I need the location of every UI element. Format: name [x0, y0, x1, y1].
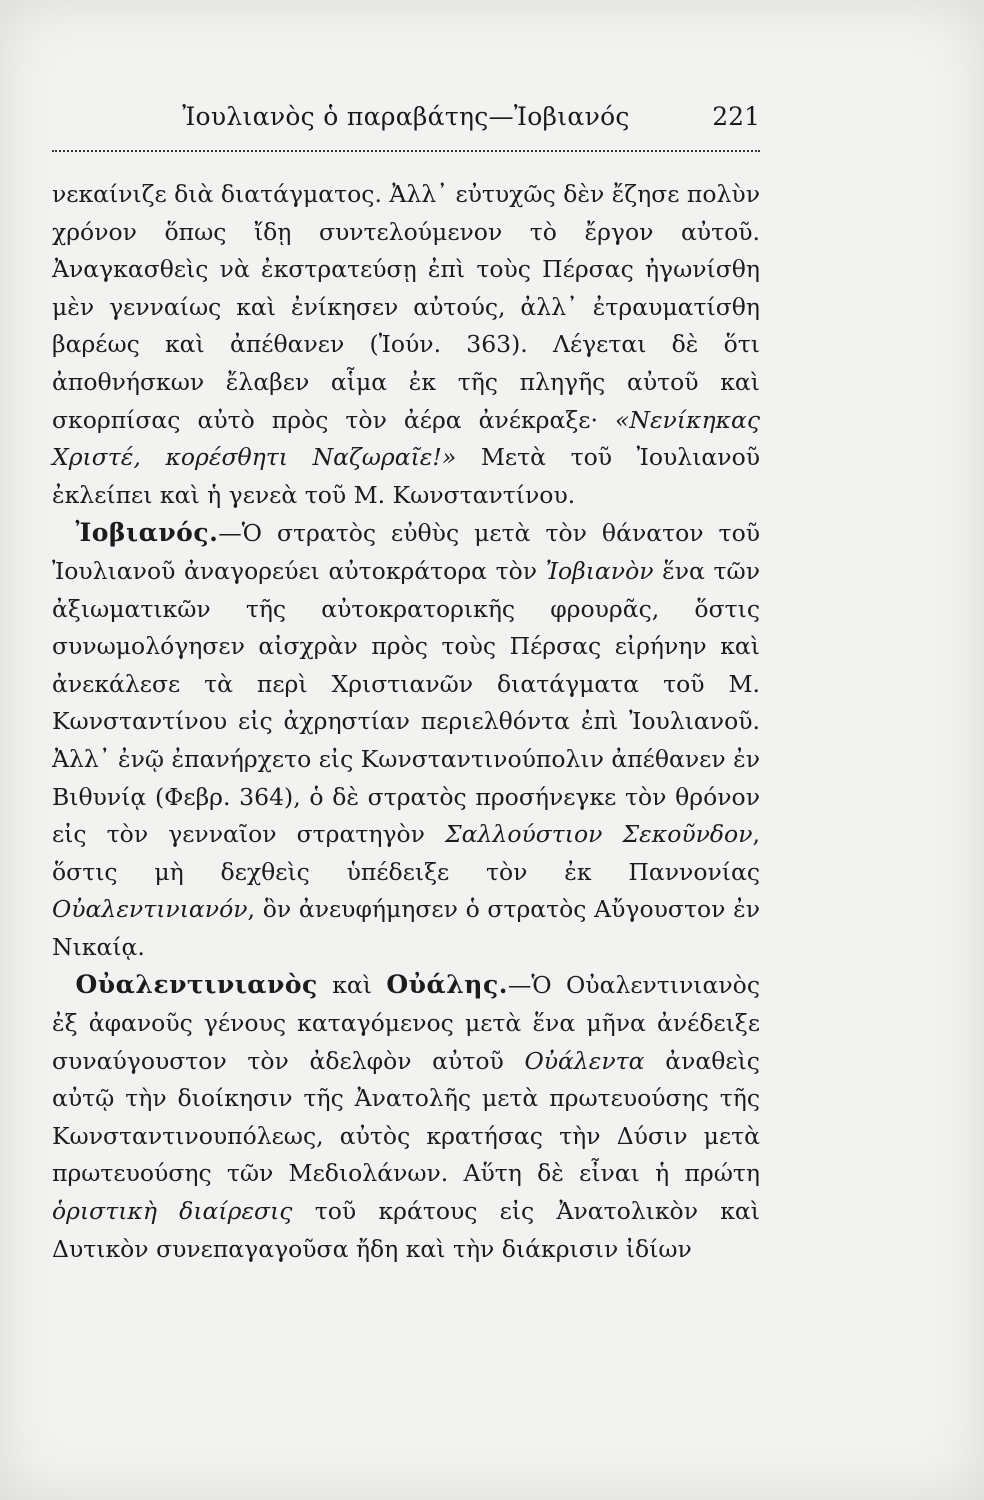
text-run: καὶ: [332, 971, 372, 1000]
paragraph-julian-death: [52, 176, 760, 514]
text-run: Μετὰ τοῦ Ἰουλιανοῦ ἐκλείπει καὶ ἡ γενεὰ τοῦ Μ. Κωνσταντίνου.: [52, 443, 760, 509]
text-run: , ὅστις μὴ δεχθεὶς ὑπέδειξε τὸν ἐκ Παννονίας: [52, 820, 760, 886]
text-run: ἀναθεὶς αὐτῷ τὴν διοίκησιν τῆς Ἀνατολῆς μετὰ πρωτευούσης τῆς Κωνσταντινουπόλεως, αὐτὸς κρατήσας τὴν Δύσιν μετὰ πρωτευούσης τῶν Μεδιολάνων. Αὕτη δὲ εἶναι ἡ πρώτη: [52, 1046, 760, 1188]
text-run: —Ὁ Οὐαλεντινιανὸς ἐξ ἀφανοῦς γένους καταγόμενος μετὰ ἕνα μῆνα ἀνέδειξε συναύγουστον τὸν ἀδελφὸν αὐτοῦ: [52, 971, 760, 1075]
entry-heading-valentinian: Οὐαλεντινιανὸς: [75, 970, 318, 1000]
header-rule: [52, 150, 760, 152]
running-title: Ἰουλιανὸς ὁ παραβάτης—Ἰοβιανός: [182, 102, 630, 131]
text-run: νεκαίνιζε διὰ διατάγματος. Ἀλλ᾿ εὐτυχῶς δὲν ἔζησε πολὺν χρόνον ὅπως ἴδῃ συντελούμενον τὸ ἔργον αὐτοῦ. Ἀναγκασθεὶς νὰ ἐκστρατεύσῃ ἐπὶ τοὺς Πέρσας ἠγωνίσθη μὲν γενναίως καὶ ἐνίκησεν αὐτούς, ἀλλ᾿ ἐτραυματίσθη βαρέως καὶ ἀπέθανεν (Ἰούν. 363). Λέγεται δὲ ὅτι ἀποθνήσκων ἔλαβεν αἷμα ἐκ τῆς πληγῆς αὐτοῦ καὶ σκορπίσας αὐτὸ πρὸς τὸν ἀέρα ἀνέκραξε·: [52, 180, 760, 434]
phrase-definitive-division: ὁριστικὴ διαίρεσις: [52, 1197, 293, 1226]
entry-heading-valens: Οὐάλης.: [386, 970, 508, 1000]
page-number: 221: [712, 102, 760, 131]
text-run: τοῦ κράτους εἰς Ἀνατολικὸν καὶ Δυτικὸν συνεπαγαγοῦσα ἤδη καὶ τὴν διάκρισιν ἰδίων: [52, 1197, 761, 1263]
name-valens: Οὐάλεντα: [524, 1046, 645, 1075]
text-run: —Ὁ στρατὸς εὐθὺς μετὰ τὸν θάνατον τοῦ Ἰουλιανοῦ ἀναγορεύει αὐτοκράτορα τὸν: [52, 519, 760, 585]
text-run: , ὃν ἀνευφήμησεν ὁ στρατὸς Αὔγουστον ἐν Νικαίᾳ.: [52, 895, 760, 961]
body-text: [52, 176, 760, 1268]
text-run: ἕνα τῶν ἀξιωματικῶν τῆς αὐτοκρατορικῆς φρουρᾶς, ὅστις συνωμολόγησεν αἰσχρὰν πρὸς τοὺς Πέρσας εἰρήνην καὶ ἀνεκάλεσε τὰ περὶ Χριστιανῶν διατάγματα τοῦ Μ. Κωνσταντίνου εἰς ἀχρηστίαν περιελθόντα ἐπὶ Ἰουλιανοῦ. Ἀλλ᾿ ἐνῷ ἐπανήρχετο εἰς Κωνσταντινούπολιν ἀπέθανεν ἐν Βιθυνίᾳ (Φεβρ. 364), ὁ δὲ στρατὸς προσήνεγκε τὸν θρόνον εἰς τὸν γενναῖον στρατηγὸν: [52, 556, 760, 849]
entry-heading-jovian: Ἰοβιανός.: [75, 518, 219, 548]
paragraph-valentinian-valens: [52, 966, 760, 1268]
name-sallustius: Σαλλούστιον Σεκοῦνδον: [445, 820, 753, 849]
name-valentinian: Οὐαλεντινιανόν: [52, 895, 248, 924]
page-header: [52, 98, 760, 142]
name-jovian: Ἰοβιανὸν: [545, 556, 654, 585]
paragraph-jovian: [52, 514, 760, 966]
quote-text: «Νενίκηκας Χριστέ, κορέσθητι Ναζωραῖε!»: [52, 405, 760, 472]
